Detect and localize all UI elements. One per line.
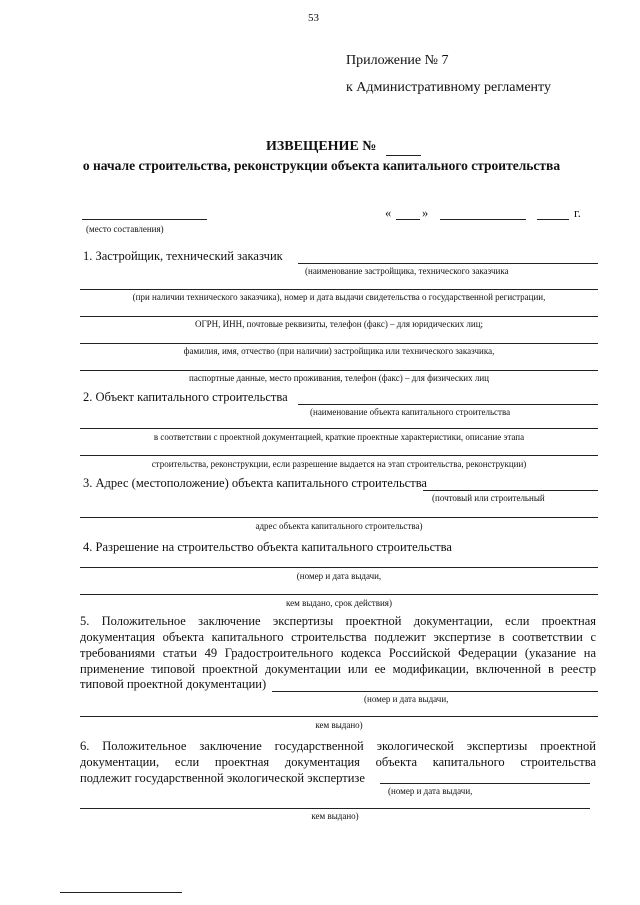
month-blank — [440, 219, 526, 220]
section5-caption-1: (номер и дата выдачи, — [364, 694, 449, 704]
section1-caption-4: фамилия, имя, отчество (при наличии) застройщика или технического заказчика, — [183, 346, 495, 356]
section3-blank-1 — [423, 490, 598, 491]
section2-caption-3: строительства, реконструкции, если разрешение выдается на этап строительства, реконструкции) — [151, 459, 527, 469]
section3-label: 3. Адрес (местоположение) объекта капитального строительства — [83, 476, 427, 490]
notice-number-blank — [386, 155, 421, 156]
section2-blank-3 — [80, 455, 598, 456]
section6-blank-2 — [80, 808, 590, 809]
section2-caption-2: в соответствии с проектной документацией, краткие проектные характеристики, описание этапа — [153, 432, 525, 442]
document-title: ИЗВЕЩЕНИЕ № — [266, 139, 377, 154]
year-blank — [537, 219, 569, 220]
section1-blank-2 — [80, 289, 598, 290]
section3-blank-2 — [80, 517, 598, 518]
section4-blank-2 — [80, 594, 598, 595]
section4-caption-1: (номер и дата выдачи, — [296, 571, 382, 581]
section5-caption-2: кем выдано) — [315, 720, 363, 730]
section5-line-2: документация объекта капитального строительства подлежит экспертизе в соответствии с — [80, 630, 596, 644]
section4-blank-1 — [80, 567, 598, 568]
place-caption: (место составления) — [86, 224, 164, 234]
year-suffix: г. — [574, 206, 581, 220]
appendix-label: Приложение № 7 — [346, 53, 449, 68]
section1-label: 1. Застройщик, технический заказчик — [83, 249, 283, 263]
section1-blank-3 — [80, 316, 598, 317]
section1-blank-4 — [80, 343, 598, 344]
section2-blank-2 — [80, 428, 598, 429]
section2-blank-1 — [298, 404, 598, 405]
section2-caption-1: (наименование объекта капитального строительства — [310, 407, 511, 417]
section6-blank-1 — [380, 783, 590, 784]
section1-blank-5 — [80, 370, 598, 371]
section3-caption-2: адрес объекта капитального строительства) — [255, 521, 423, 531]
regulation-label: к Административному регламенту — [346, 80, 551, 95]
section1-blank-1 — [298, 263, 598, 264]
day-blank — [396, 219, 420, 220]
date-open-quote: « — [385, 206, 392, 220]
section4-label: 4. Разрешение на строительство объекта капитального строительства — [83, 540, 452, 554]
section1-caption-3: ОГРН, ИНН, почтовые реквизиты, телефон (факс) – для юридических лиц; — [194, 319, 484, 329]
section5-blank-2 — [80, 716, 598, 717]
section4-caption-2: кем выдано, срок действия) — [286, 598, 392, 608]
section6-line-3: подлежит государственной экологической экспертизе — [80, 771, 365, 785]
section6-caption-2: кем выдано) — [311, 811, 359, 821]
section5-line-3: требованиями статьи 49 Градостроительного кодекса Российской Федерации (указание на — [80, 646, 596, 660]
section1-caption-1: (наименование застройщика, технического заказчика — [305, 266, 509, 276]
section1-caption-2: (при наличии технического заказчика), номер и дата выдачи свидетельства о государственной регистрации, — [132, 292, 546, 302]
document-subtitle: о начале строительства, реконструкции объекта капитального строительства — [82, 158, 561, 173]
section6-line-2: документации, если проектная документация объекта капитального строительства — [80, 755, 596, 769]
section1-caption-5: паспортные данные, место проживания, телефон (факс) – для физических лиц — [189, 373, 489, 383]
section5-line-5: типовой проектной документации) — [80, 677, 267, 691]
section6-caption-1: (номер и дата выдачи, — [388, 786, 473, 796]
page-number: 53 — [308, 12, 319, 24]
section3-caption-1: (почтовый или строительный — [432, 493, 545, 503]
section5-blank-1 — [272, 691, 598, 692]
place-blank — [82, 219, 207, 220]
section5-line-4: применение типовой проектной документации или ее модификации, включенной в реестр — [80, 662, 596, 676]
section5-line-1: 5. Положительное заключение экспертизы проектной документации, если проектная — [80, 614, 596, 628]
footnote-separator — [60, 892, 182, 893]
section6-line-1: 6. Положительное заключение государственной экологической экспертизы проектной — [80, 739, 596, 753]
section2-label: 2. Объект капитального строительства — [83, 390, 288, 404]
date-close-quote: » — [422, 206, 429, 220]
